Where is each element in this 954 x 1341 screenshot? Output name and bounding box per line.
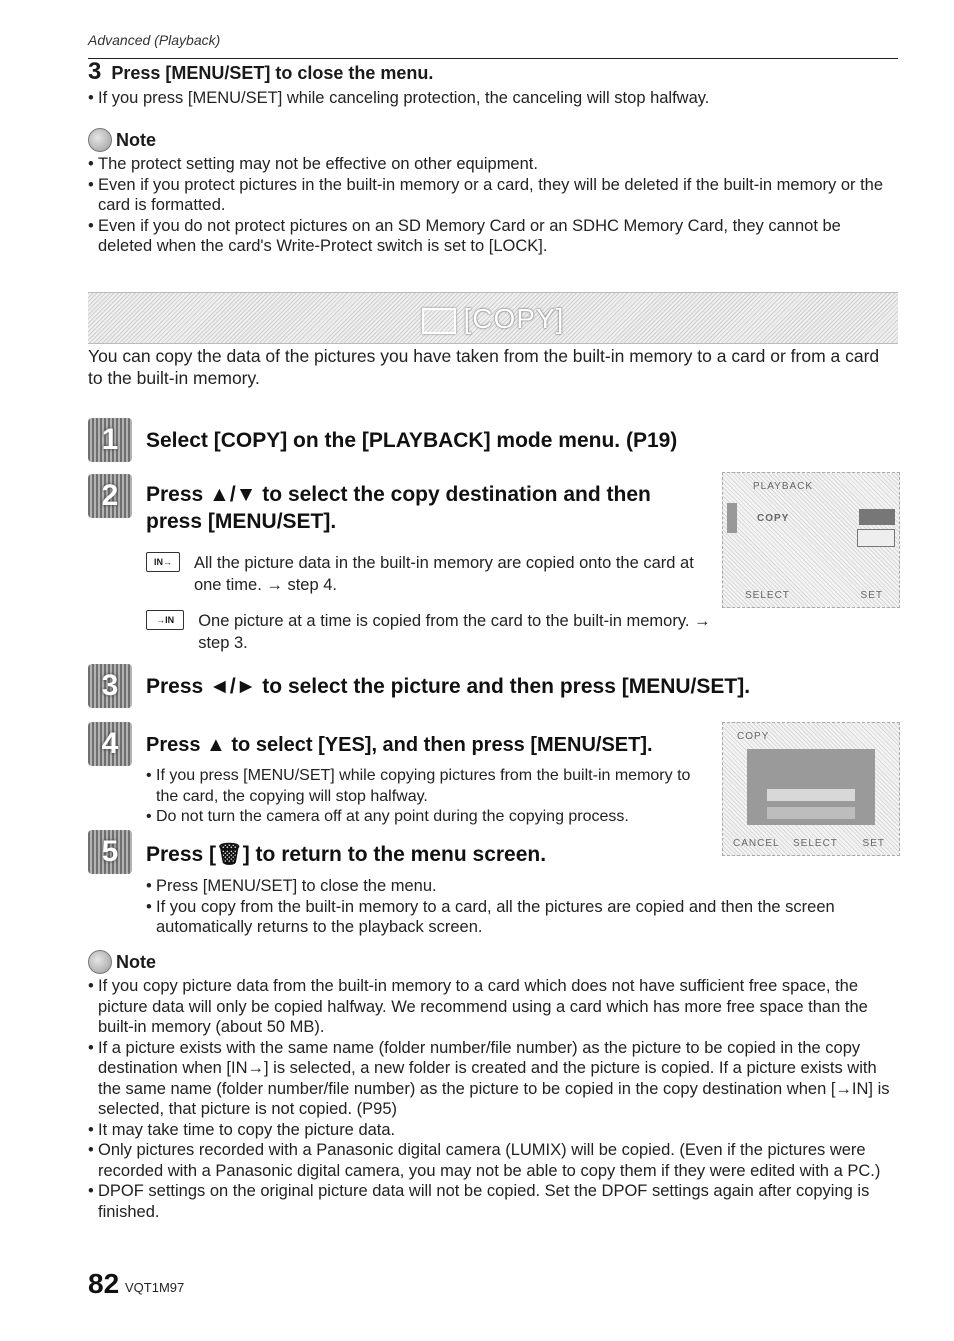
copy-icon	[422, 308, 456, 334]
note2-heading	[88, 950, 156, 974]
yes-option	[767, 789, 855, 801]
camera-screen-copy-menu	[722, 472, 900, 608]
document-code: VQT1M97	[125, 1280, 185, 1295]
step-badge-5: 5	[88, 830, 132, 874]
internal-to-card-icon: IN→	[146, 552, 180, 572]
step-5-bullet: • If you copy from the built-in memory to a card, all the pictures are copied and then the screen automatically returns to the playback screen.	[146, 897, 890, 938]
prev-step-bullet: • If you press [MENU/SET] while canceling protection, the canceling will stop halfway.	[88, 88, 898, 109]
prev-step-number: 3	[88, 58, 102, 85]
note2-bullet: • If you copy picture data from the built-in memory to a card which does not have sufficient free space, the picture data will only be copied halfway. We recommend using a card which has more free space than the built-in memory (about 50 MB).	[88, 976, 896, 1038]
note-icon	[88, 128, 112, 152]
step-3-title: Press ◄/► to select the picture and then press [MENU/SET].	[146, 675, 751, 698]
menu-tab-icon	[727, 503, 737, 533]
step-4-title: Press ▲ to select [YES], and then press [MENU/SET].	[146, 734, 653, 756]
option-text: One picture at a time is copied from the card to the built-in memory. → step 3.	[198, 612, 711, 652]
step-2-option	[146, 610, 711, 654]
note-icon	[88, 950, 112, 974]
camera-screen-copy-confirm	[722, 722, 900, 856]
note1-bullet: • Even if you do not protect pictures on an SD Memory Card or an SDHC Memory Card, they cannot be deleted when the card's Write-Protect switch is set to [LOCK].	[88, 216, 894, 257]
screen-label: CANCEL	[733, 838, 780, 849]
step-2-option	[146, 552, 711, 596]
prev-step-title	[88, 58, 433, 86]
confirm-dialog	[747, 749, 875, 825]
section-title-bar	[88, 292, 898, 344]
screen-label: SELECT	[745, 590, 790, 601]
note2-bullet: • Only pictures recorded with a Panasonic digital camera (LUMIX) will be copied. (Even if the pictures were recorded with a Panasonic digital camera, you may not be able to copy them if they were edited with a PC.)	[88, 1140, 896, 1181]
step-5-bullets	[146, 876, 890, 938]
step-badge-1: 1	[88, 418, 132, 462]
screen-label: SET	[862, 838, 885, 849]
note2-bullet: • DPOF settings on the original picture data will not be copied. Set the DPOF settings again after copying is finished.	[88, 1181, 896, 1222]
step-badge-2: 2	[88, 474, 132, 518]
step-4-bullets	[146, 766, 706, 828]
note2-list	[88, 976, 896, 1222]
note2-bullet: • If a picture exists with the same name (folder number/file number) as the picture to be copied in the copy destination when [IN→] is selected, a new folder is created and the picture is copied. If a picture exists with the same name (folder number/file number) as the picture to be copied in the copy destination when [→IN] is selected, that picture is not copied. (P95)	[88, 1038, 896, 1120]
note1-heading	[88, 128, 156, 152]
step-badge-3: 3	[88, 664, 132, 708]
step-2-title: Press ▲/▼ to select the copy destination and then press [MENU/SET].	[146, 483, 651, 533]
note1-bullet: • The protect setting may not be effective on other equipment.	[88, 154, 894, 175]
note1-bullet: • Even if you protect pictures in the built-in memory or a card, they will be deleted if the built-in memory or the card is formatted.	[88, 175, 894, 216]
option-text: All the picture data in the built-in memory are copied onto the card at one time. → step 4.	[193, 554, 694, 594]
section-title	[88, 303, 898, 335]
destination-icon	[857, 529, 895, 547]
screen-label: SET	[860, 590, 883, 601]
step-4-bullet: • If you press [MENU/SET] while copying pictures from the built-in memory to the card, the copying will stop halfway.	[146, 766, 706, 807]
step-5-title: Press [🗑] to return to the menu screen.	[146, 843, 547, 866]
screen-label: COPY	[737, 731, 770, 742]
section-title-text: [COPY]	[463, 303, 565, 334]
step-5-bullet: • Press [MENU/SET] to close the menu.	[146, 876, 890, 897]
section-intro: You can copy the data of the pictures you have taken from the built-in memory to a card or from a card to the built-in memory.	[88, 346, 880, 388]
step-1-title: Select [COPY] on the [PLAYBACK] mode menu. (P19)	[146, 429, 678, 452]
section-header: Advanced (Playback)	[88, 32, 221, 48]
screen-label: SELECT	[793, 838, 838, 849]
note2-bullet: • It may take time to copy the picture data.	[88, 1120, 896, 1141]
note1-list	[88, 154, 894, 257]
screen-label: PLAYBACK	[753, 481, 814, 492]
step-4-bullet: • Do not turn the camera off at any point during the copying process.	[146, 807, 706, 828]
note2-title: Note	[116, 951, 156, 972]
screen-label: COPY	[757, 513, 790, 524]
step-badge-4: 4	[88, 722, 132, 766]
prev-step-bullets	[88, 88, 898, 109]
page-number: 82	[88, 1268, 120, 1299]
note1-title: Note	[116, 129, 156, 150]
prev-step-text: Press [MENU/SET] to close the menu.	[111, 63, 434, 83]
card-to-internal-icon: →IN	[146, 610, 184, 630]
destination-icon	[859, 509, 895, 525]
no-option	[767, 807, 855, 819]
